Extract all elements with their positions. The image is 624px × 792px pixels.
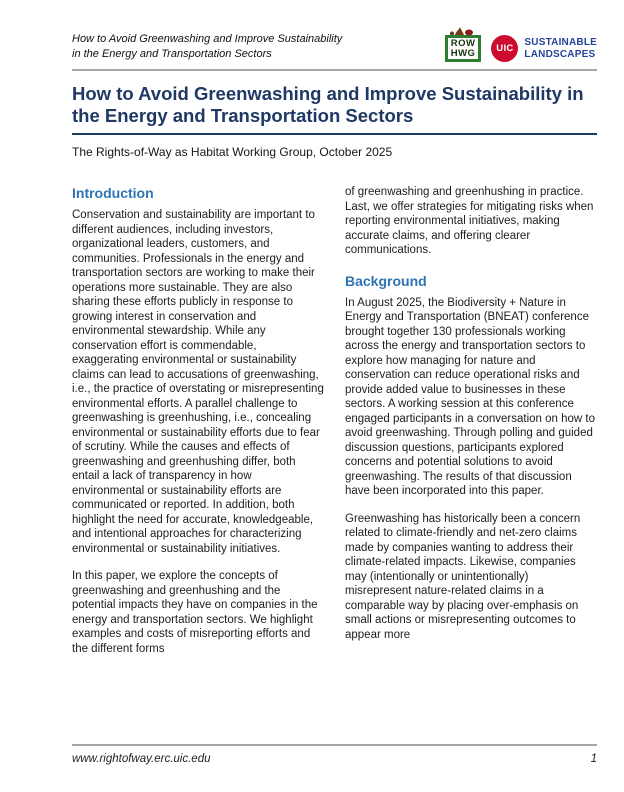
uic-circle-icon: UIC (491, 35, 518, 62)
page-header (72, 26, 597, 71)
header-logos (445, 26, 597, 62)
article-body (72, 185, 597, 669)
uic-logo-label (524, 37, 597, 60)
background-paragraph-2: Greenwashing has historically been a concern related to climate-friendly and net-zero claims made by companies wanting to address their climate-related impacts. Likewise, companies may (intentionally or unintentionally) misrepresent nature-related claims in a comparable way by placing over-emphasis on small actions or misrepresenting outcomes to appear more (345, 512, 581, 641)
uic-logo-label-line2: LANDSCAPES (524, 48, 596, 60)
page-number: 1 (590, 753, 597, 765)
title-rule (72, 133, 597, 135)
intro-paragraph-2-right-part: of greenwashing and greenhushing in practice. Last, we offer strategies for mitigating risks when reporting environmental initiatives, making accurate claims, and offering clearer communications. (345, 186, 594, 256)
background-paragraph-1: In August 2025, the Biodiversity + Nature in Energy and Transportation (BNEAT) conference brought together 130 professionals working across the energy and transportation sectors to explore how managing for nature and conservation can reduce operational risks and provide added value to businesses in these sectors. A working session at this conference engaged participants in a conversation on how to avoid greenwashing. Through polling and guided discussion questions, participants explored concerns and potential solutions to avoid greenwashing. The results of that discussion have been incorporated into this paper. (345, 296, 595, 497)
row-hwg-wordmark-line1: ROW (450, 38, 476, 49)
intro-paragraph-1: Conservation and sustainability are important to different audiences, including investors, organizational leaders, customers, and communities. Professionals in the energy and transportation sectors are working to make their operations more sustainable. They are also sharing these efforts publicly in response to growing interest in conservation and environmental stewardship. While any conservation effort is commendable, exaggerating environmental or sustainability claims can lead to accusations of greenwashing, i.e., the practice of overstating or misrepresenting environmental efforts. A parallel challenge to greenwashing is greenhushing, i.e., concealing environmental or sustainability efforts due to fear of scrutiny. While the causes and effects of greenwashing and greenhushing differ, both entail a lack of transparency in how environmental or sustainability efforts are communicated or reported. In addition, both highlight the need for accurate, knowledgeable, and intentional approaches for characterizing environmental or sustainability initiatives. (72, 209, 324, 555)
left-column (72, 185, 324, 669)
right-column (345, 185, 597, 669)
row-hwg-logo (445, 26, 482, 62)
byline: The Rights-of-Way as Habitat Working Group, October 2025 (72, 145, 393, 159)
row-hwg-wordmark-line2: HWG (450, 47, 476, 59)
row-hwg-wordmark (445, 35, 482, 62)
footer-url: www.rightofway.erc.uic.edu (72, 753, 211, 765)
intro-paragraph-2-left-part: In this paper, we explore the concepts of greenwashing and greenhushing and the potential impacts they have on companies in the energy and transportation sectors. We highlight examples and costs of misreporting efforts and the different forms (72, 570, 318, 655)
introduction-heading: Introduction (72, 185, 154, 201)
page-footer (72, 744, 597, 765)
uic-logo-label-line1: SUSTAINABLE (524, 37, 597, 48)
running-head-line1: How to Avoid Greenwashing and Improve Sustainability (72, 33, 343, 45)
page-title: How to Avoid Greenwashing and Improve Sustainability in the Energy and Transportation Sectors (72, 83, 584, 126)
uic-sustainable-landscapes-logo (491, 35, 597, 62)
running-head-line2: in the Energy and Transportation Sectors (72, 48, 272, 60)
running-head (72, 32, 342, 62)
background-heading: Background (345, 272, 427, 289)
